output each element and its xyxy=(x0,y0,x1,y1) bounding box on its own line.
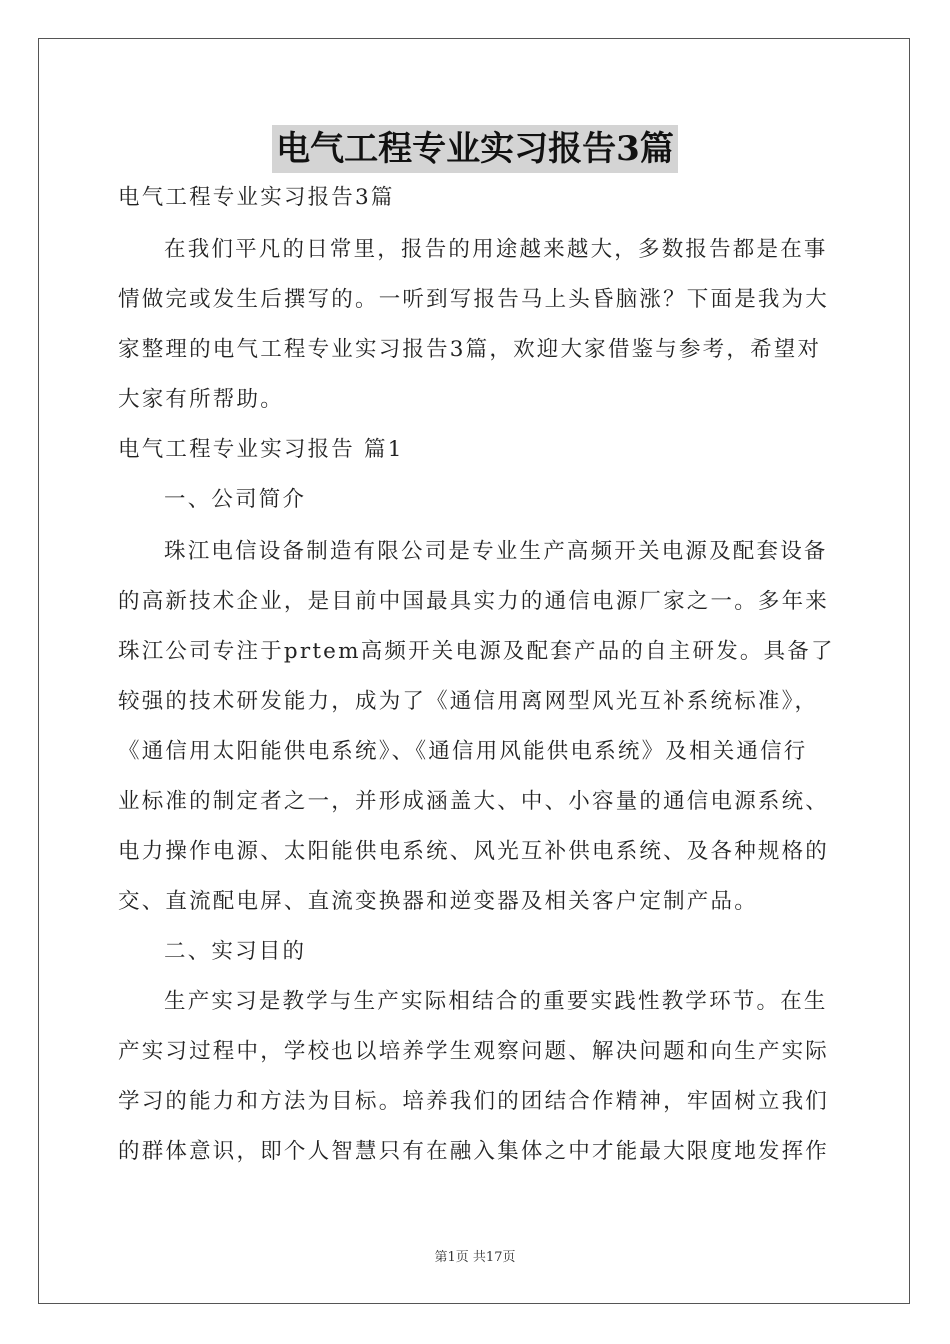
paragraph-line: 较强的技术研发能力，成为了《通信用离网型风光互补系统标准》， xyxy=(118,689,819,714)
paragraph-line: 情做完或发生后撰写的。一听到写报告马上头昏脑涨？下面是我为大 xyxy=(118,287,830,312)
paragraph-line: 业标准的制定者之一，并形成涵盖大、中、小容量的通信电源系统、 xyxy=(118,789,830,814)
paragraph-line: 珠江电信设备制造有限公司是专业生产高频开关电源及配套设备 xyxy=(164,539,828,564)
paragraph-line: 交、直流配电屏、直流变换器和逆变器及相关客户定制产品。 xyxy=(118,889,758,914)
document-title: 电气工程专业实习报告3篇 xyxy=(272,125,678,173)
section-heading: 电气工程专业实习报告 篇1 xyxy=(118,437,404,462)
paragraph-line: 《通信用太阳能供电系统》、《通信用风能供电系统》及相关通信行 xyxy=(118,739,808,764)
paragraph-line: 家整理的电气工程专业实习报告3篇，欢迎大家借鉴与参考，希望对 xyxy=(118,337,822,362)
page-number: 第1页 共17页 xyxy=(434,1250,516,1265)
paragraph-line: 珠江公司专注于prtem高频开关电源及配套产品的自主研发。具备了 xyxy=(118,639,835,664)
paragraph-line: 电力操作电源、太阳能供电系统、风光互补供电系统、及各种规格的 xyxy=(118,839,830,864)
paragraph-line: 大家有所帮助。 xyxy=(118,387,284,412)
paragraph-line: 生产实习是教学与生产实际相结合的重要实践性教学环节。在生 xyxy=(164,989,828,1014)
paragraph-line: 学习的能力和方法为目标。培养我们的团结合作精神，牢固树立我们 xyxy=(118,1089,830,1114)
subtitle-line: 电气工程专业实习报告3篇 xyxy=(118,185,395,210)
title-area xyxy=(0,125,950,173)
subsection-heading: 一、公司简介 xyxy=(164,487,307,512)
paragraph-line: 的高新技术企业，是目前中国最具实力的通信电源厂家之一。多年来 xyxy=(118,589,830,614)
paragraph-line: 产实习过程中，学校也以培养学生观察问题、解决问题和向生产实际 xyxy=(118,1039,830,1064)
paragraph-line: 在我们平凡的日常里，报告的用途越来越大，多数报告都是在事 xyxy=(164,237,828,262)
subsection-heading: 二、实习目的 xyxy=(164,939,307,964)
paragraph-line: 的群体意识，即个人智慧只有在融入集体之中才能最大限度地发挥作 xyxy=(118,1139,830,1164)
